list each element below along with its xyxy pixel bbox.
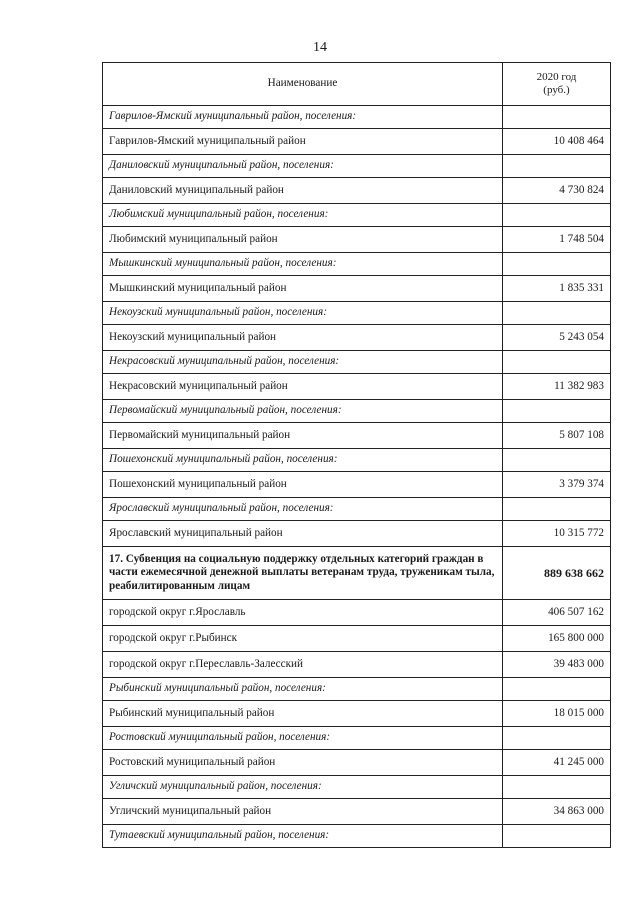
row-amount: 5 807 108 [503, 423, 611, 449]
table-row [103, 449, 611, 472]
row-name: Рыбинский муниципальный район [103, 701, 503, 727]
row-name: городской округ г.Рыбинск [103, 626, 503, 652]
table-row [103, 701, 611, 727]
row-amount: 34 863 000 [503, 799, 611, 825]
row-amount [503, 498, 611, 521]
row-amount [503, 302, 611, 325]
table-row [103, 227, 611, 253]
table-row [103, 727, 611, 750]
row-name: Первомайский муниципальный район, поселения: [103, 400, 503, 423]
table-row [103, 400, 611, 423]
row-name: Гаврилов-Ямский муниципальный район, поселения: [103, 106, 503, 129]
row-amount [503, 400, 611, 423]
row-name: Некрасовский муниципальный район [103, 374, 503, 400]
row-amount: 10 315 772 [503, 521, 611, 547]
table-row [103, 204, 611, 227]
row-name: Гаврилов-Ямский муниципальный район [103, 129, 503, 155]
row-amount: 3 379 374 [503, 472, 611, 498]
budget-table [102, 62, 611, 848]
row-name: Даниловский муниципальный район, поселения: [103, 155, 503, 178]
row-name: Любимский муниципальный район, поселения: [103, 204, 503, 227]
table-row [103, 521, 611, 547]
table-row [103, 351, 611, 374]
row-amount [503, 449, 611, 472]
row-amount: 1 835 331 [503, 276, 611, 302]
row-amount [503, 825, 611, 848]
row-amount: 889 638 662 [503, 547, 611, 600]
column-header-amount-year: 2020 год [536, 70, 577, 83]
row-amount: 4 730 824 [503, 178, 611, 204]
row-amount: 165 800 000 [503, 626, 611, 652]
table-row [103, 374, 611, 400]
row-name: Ростовский муниципальный район [103, 750, 503, 776]
row-amount [503, 204, 611, 227]
row-name: Ярославский муниципальный район, поселения: [103, 498, 503, 521]
row-name: Даниловский муниципальный район [103, 178, 503, 204]
table-body [103, 106, 611, 848]
table-row [103, 423, 611, 449]
table-header-row [103, 63, 611, 106]
table-row [103, 253, 611, 276]
table-row [103, 678, 611, 701]
row-name: Угличский муниципальный район [103, 799, 503, 825]
row-name: Первомайский муниципальный район [103, 423, 503, 449]
row-name: 17. Субвенция на социальную поддержку отдельных категорий граждан в части ежемесячной денежной выплаты ветеранам труда, труженикам тыла, реабилитированным лицам [103, 547, 503, 600]
row-name: Рыбинский муниципальный район, поселения: [103, 678, 503, 701]
row-name: Ярославский муниципальный район [103, 521, 503, 547]
row-amount [503, 678, 611, 701]
column-header-name: Наименование [103, 63, 503, 106]
table-row [103, 750, 611, 776]
column-header-amount [503, 63, 611, 106]
row-amount: 41 245 000 [503, 750, 611, 776]
column-header-amount-unit: (руб.) [543, 84, 570, 96]
row-amount: 10 408 464 [503, 129, 611, 155]
row-name: городской округ г.Ярославль [103, 600, 503, 626]
row-name: Мышкинский муниципальный район [103, 276, 503, 302]
table-row [103, 776, 611, 799]
row-name: городской округ г.Переславль-Залесский [103, 652, 503, 678]
table-row [103, 498, 611, 521]
row-amount: 11 382 983 [503, 374, 611, 400]
table-row [103, 129, 611, 155]
table-row [103, 178, 611, 204]
table-row [103, 547, 611, 600]
table-row [103, 106, 611, 129]
table-row [103, 825, 611, 848]
row-amount: 406 507 162 [503, 600, 611, 626]
row-name: Некоузский муниципальный район [103, 325, 503, 351]
row-name: Ростовский муниципальный район, поселения: [103, 727, 503, 750]
row-name: Пошехонский муниципальный район [103, 472, 503, 498]
row-amount [503, 776, 611, 799]
table-row [103, 276, 611, 302]
table-row [103, 302, 611, 325]
row-amount: 18 015 000 [503, 701, 611, 727]
row-amount [503, 253, 611, 276]
row-name: Мышкинский муниципальный район, поселения: [103, 253, 503, 276]
table-row [103, 600, 611, 626]
table-row [103, 325, 611, 351]
row-amount: 5 243 054 [503, 325, 611, 351]
table-row [103, 155, 611, 178]
row-name: Любимский муниципальный район [103, 227, 503, 253]
row-amount: 1 748 504 [503, 227, 611, 253]
row-amount [503, 106, 611, 129]
page-number: 14 [313, 40, 327, 55]
row-name: Тутаевский муниципальный район, поселения: [103, 825, 503, 848]
table-row [103, 799, 611, 825]
row-name: Некоузский муниципальный район, поселения: [103, 302, 503, 325]
row-amount: 39 483 000 [503, 652, 611, 678]
table-row [103, 626, 611, 652]
row-amount [503, 351, 611, 374]
row-name: Угличский муниципальный район, поселения: [103, 776, 503, 799]
table-row [103, 652, 611, 678]
row-amount [503, 727, 611, 750]
table-row [103, 472, 611, 498]
row-name: Некрасовский муниципальный район, поселения: [103, 351, 503, 374]
row-amount [503, 155, 611, 178]
row-name: Пошехонский муниципальный район, поселения: [103, 449, 503, 472]
